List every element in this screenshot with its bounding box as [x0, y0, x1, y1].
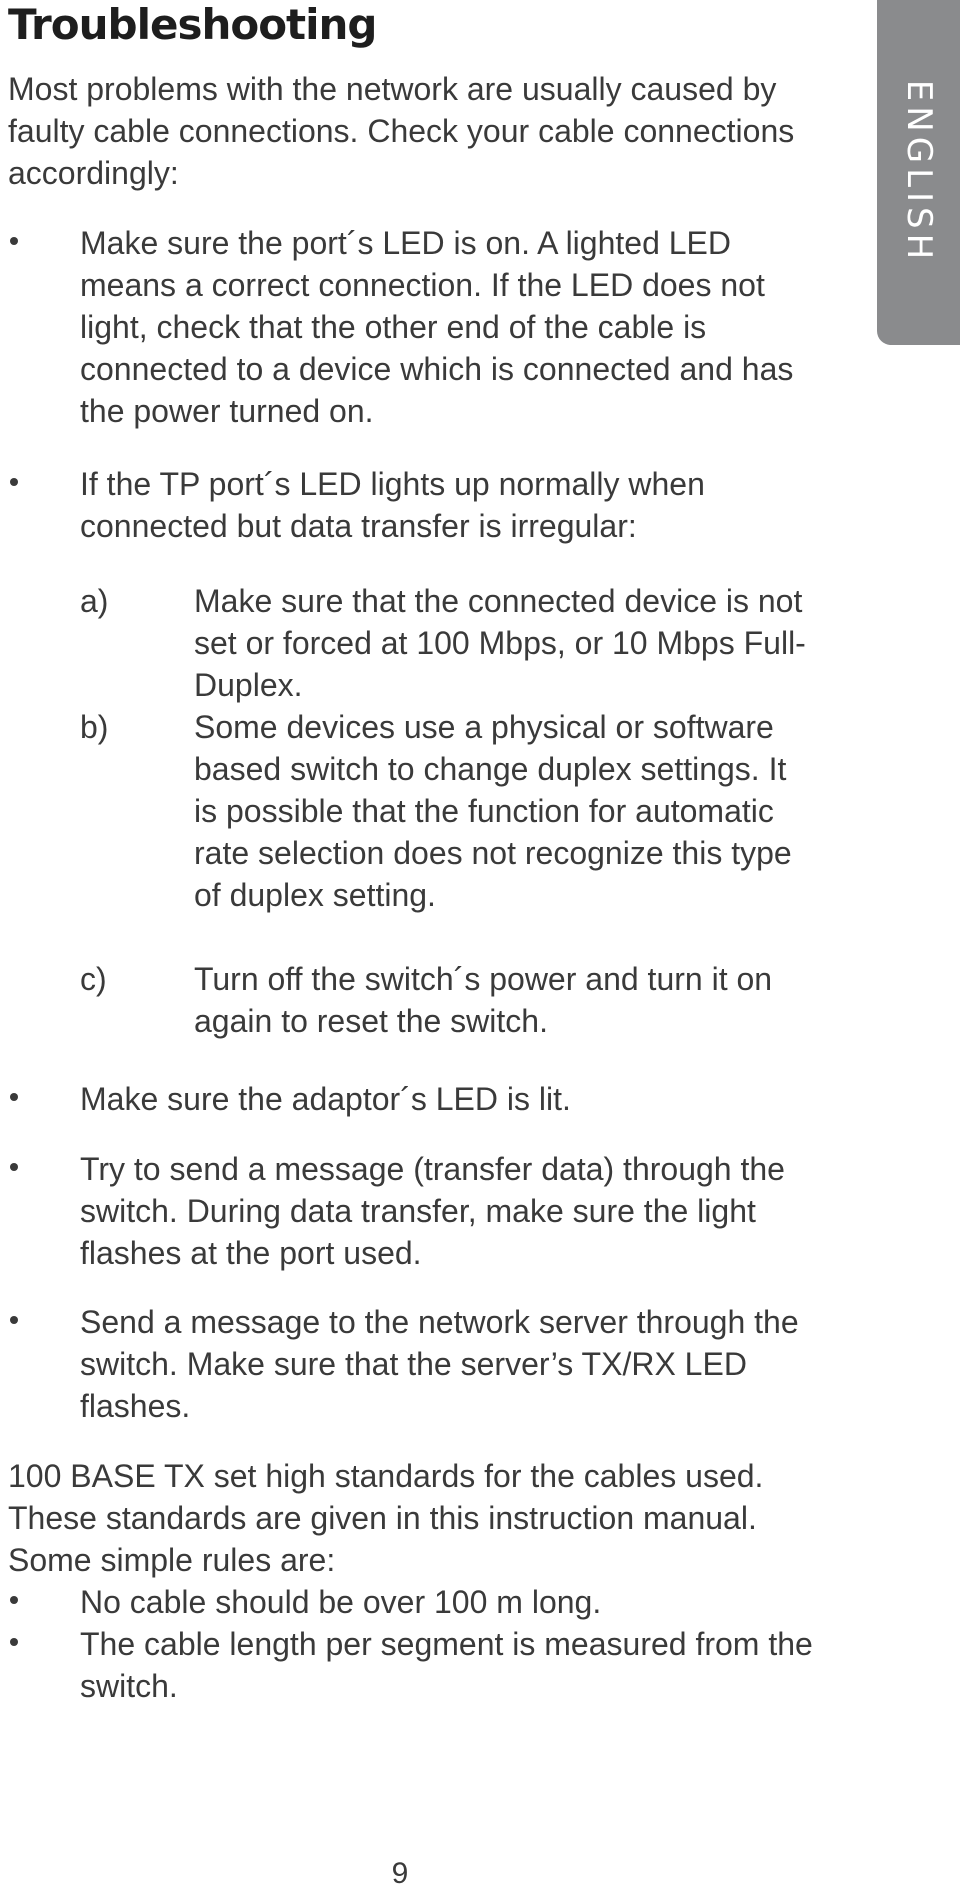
- bullet-port-led: Make sure the port´s LED is on. A lighted LED means a correct connection. If the LED does not light, check that the other end of the cable is connected to a device which is connected and has the power turned on.: [80, 225, 794, 429]
- sub-item-text-b: Some devices use a physical or software based switch to change duplex settings. It is possible that the function for automatic rate selection does not recognize this type of duplex setting.: [194, 709, 792, 913]
- sub-item-text-a: Make sure that the connected device is not set or forced at 100 Mbps, or 10 Mbps Full-Duplex.: [194, 583, 806, 703]
- language-tab: [877, 0, 960, 345]
- bullet-dot-icon: [10, 1316, 18, 1324]
- sub-item-text-c: Turn off the switch´s power and turn it on again to reset the switch.: [194, 961, 773, 1039]
- page-title: Troubleshooting: [8, 0, 377, 49]
- bullet-dot-icon: [10, 1163, 18, 1171]
- bullet-network-server: Send a message to the network server through the switch. Make sure that the server’s TX/RX LED flashes.: [80, 1304, 799, 1424]
- rule-segment-length: The cable length per segment is measured from the switch.: [80, 1626, 813, 1704]
- sub-item-marker-c: c): [80, 961, 107, 997]
- bullet-adaptor-led: Make sure the adaptor´s LED is lit.: [80, 1081, 571, 1117]
- bullet-dot-icon: [10, 478, 18, 486]
- page-number: 9: [391, 1857, 409, 1890]
- sub-item-marker-b: b): [80, 709, 109, 745]
- bullet-dot-icon: [10, 1093, 18, 1101]
- bullet-tp-port: If the TP port´s LED lights up normally when connected but data transfer is irregular:: [80, 466, 705, 544]
- bullet-dot-icon: [10, 1638, 18, 1646]
- language-tab-label: ENGLISH: [898, 79, 939, 265]
- bullet-send-message: Try to send a message (transfer data) through the switch. During data transfer, make sure the light flashes at the port used.: [80, 1151, 785, 1271]
- intro-paragraph: Most problems with the network are usually caused by faulty cable connections. Check your cable connections accordingly:: [8, 71, 795, 191]
- standards-paragraph: 100 BASE TX set high standards for the cables used. These standards are given in this instruction manual. Some simple rules are:: [8, 1458, 764, 1578]
- sub-item-marker-a: a): [80, 583, 109, 619]
- bullet-dot-icon: [10, 237, 18, 245]
- bullet-dot-icon: [10, 1596, 18, 1604]
- rule-cable-length: No cable should be over 100 m long.: [80, 1584, 602, 1620]
